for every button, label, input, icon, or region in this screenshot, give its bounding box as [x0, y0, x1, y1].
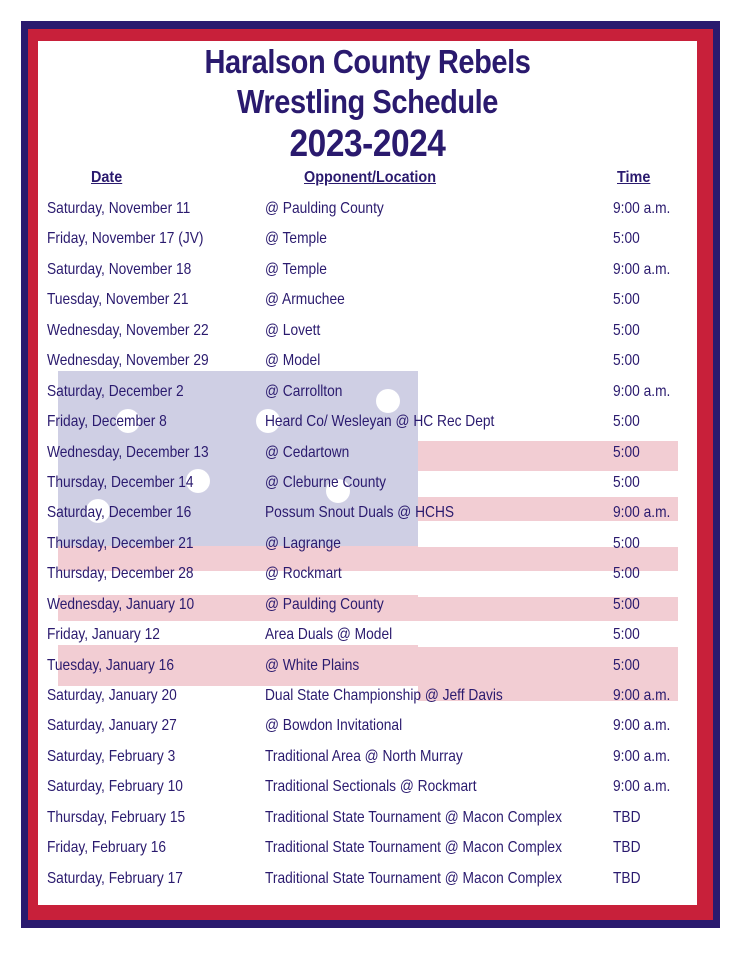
match-time: 5:00	[613, 291, 640, 309]
title-line-2: Wrestling Schedule	[236, 83, 499, 120]
schedule-row	[38, 866, 697, 896]
match-date: Wednesday, December 13	[47, 443, 209, 461]
match-time: TBD	[613, 869, 641, 887]
schedule-row	[38, 409, 697, 439]
header-time: Time	[617, 169, 651, 186]
match-date: Friday, January 12	[47, 626, 160, 644]
match-time: 9:00 a.m.	[613, 687, 671, 704]
schedule-row	[38, 287, 697, 317]
match-date: Saturday, December 2	[47, 382, 184, 400]
match-date: Saturday, December 16	[47, 504, 192, 522]
match-time: 9:00 a.m.	[613, 747, 671, 765]
match-date: Thursday, December 21	[47, 534, 194, 552]
match-date: Thursday, February 15	[47, 808, 186, 826]
match-opponent: @ Bowdon Invitational	[265, 717, 403, 735]
match-opponent: @ Temple	[265, 230, 327, 248]
schedule-row	[38, 713, 697, 743]
schedule-row	[38, 683, 697, 713]
schedule-row	[38, 835, 697, 865]
schedule-sheet	[38, 41, 697, 905]
match-date: Tuesday, January 16	[47, 656, 174, 674]
match-opponent: @ Cedartown	[265, 443, 350, 461]
match-date: Thursday, December 28	[47, 565, 194, 583]
match-opponent: Dual State Championship @ Jeff Davis	[265, 687, 503, 704]
match-time: 5:00	[613, 321, 640, 339]
match-opponent: Traditional State Tournament @ Macon Complex	[265, 869, 562, 887]
match-opponent: Traditional Area @ North Murray	[265, 747, 463, 765]
title-season: 2023-2024	[289, 123, 446, 165]
match-time: 9:00 a.m.	[613, 382, 671, 400]
header-date: Date	[91, 169, 123, 186]
match-opponent: @ Lovett	[265, 321, 321, 339]
match-opponent: Traditional State Tournament @ Macon Complex	[265, 808, 562, 826]
schedule-row	[38, 440, 697, 470]
schedule-row	[38, 561, 697, 591]
match-time: 5:00	[613, 230, 640, 248]
match-opponent: @ Temple	[265, 260, 327, 278]
match-opponent: @ Armuchee	[265, 291, 345, 309]
match-opponent: @ Model	[265, 352, 321, 370]
header-opponent: Opponent/Location	[304, 169, 436, 186]
match-time: 9:00 a.m.	[613, 260, 671, 278]
match-opponent: @ Lagrange	[265, 534, 341, 552]
match-date: Saturday, November 18	[47, 260, 192, 278]
match-opponent: @ White Plains	[265, 656, 360, 674]
match-opponent: Traditional Sectionals @ Rockmart	[265, 778, 477, 796]
match-opponent: @ Rockmart	[265, 565, 342, 583]
match-opponent: @ Cleburne County	[265, 473, 387, 491]
schedule-row	[38, 774, 697, 804]
match-opponent: Heard Co/ Wesleyan @ HC Rec Dept	[265, 413, 495, 431]
match-time: 5:00	[613, 443, 640, 461]
schedule-row	[38, 500, 697, 530]
match-time: TBD	[613, 839, 641, 857]
match-date: Wednesday, November 22	[47, 321, 209, 339]
match-time: 9:00 a.m.	[613, 717, 671, 735]
match-date: Wednesday, January 10	[47, 595, 195, 613]
match-opponent: Possum Snout Duals @ HCHS	[265, 504, 455, 522]
match-date: Saturday, January 27	[47, 717, 177, 735]
match-time: TBD	[613, 808, 641, 826]
match-time: 9:00 a.m.	[613, 778, 671, 796]
match-time: 5:00	[613, 473, 640, 491]
schedule-row	[38, 226, 697, 256]
schedule-row	[38, 592, 697, 622]
schedule-row	[38, 653, 697, 683]
match-time: 9:00 a.m.	[613, 504, 671, 522]
match-time: 5:00	[613, 565, 640, 583]
match-date: Saturday, November 11	[47, 200, 191, 217]
schedule-row	[38, 257, 697, 287]
match-opponent: @ Paulding County	[265, 200, 384, 217]
match-date: Saturday, January 20	[47, 687, 177, 704]
match-time: 5:00	[613, 626, 640, 644]
schedule-rows	[38, 196, 697, 896]
match-opponent: Traditional State Tournament @ Macon Complex	[265, 839, 562, 857]
match-time: 9:00 a.m.	[613, 200, 671, 217]
match-opponent: @ Carrollton	[265, 382, 343, 400]
match-date: Friday, November 17 (JV)	[47, 230, 204, 248]
title-line-1: Haralson County Rebels	[204, 43, 531, 80]
match-date: Friday, February 16	[47, 839, 167, 857]
match-time: 5:00	[613, 534, 640, 552]
schedule-row	[38, 379, 697, 409]
match-date: Wednesday, November 29	[47, 352, 209, 370]
match-date: Saturday, February 3	[47, 747, 176, 765]
schedule-row	[38, 805, 697, 835]
match-time: 5:00	[613, 413, 640, 431]
match-time: 5:00	[613, 656, 640, 674]
schedule-row	[38, 348, 697, 378]
match-time: 5:00	[613, 352, 640, 370]
match-opponent: Area Duals @ Model	[265, 626, 393, 644]
schedule-row	[38, 318, 697, 348]
schedule-row	[38, 531, 697, 561]
schedule-row	[38, 196, 697, 226]
schedule-row	[38, 744, 697, 774]
match-date: Saturday, February 17	[47, 869, 183, 887]
match-date: Saturday, February 10	[47, 778, 183, 796]
match-time: 5:00	[613, 595, 640, 613]
schedule-row	[38, 470, 697, 500]
match-date: Friday, December 8	[47, 413, 167, 431]
match-date: Thursday, December 14	[47, 473, 194, 491]
schedule-row	[38, 622, 697, 652]
match-date: Tuesday, November 21	[47, 291, 189, 309]
match-opponent: @ Paulding County	[265, 595, 384, 613]
